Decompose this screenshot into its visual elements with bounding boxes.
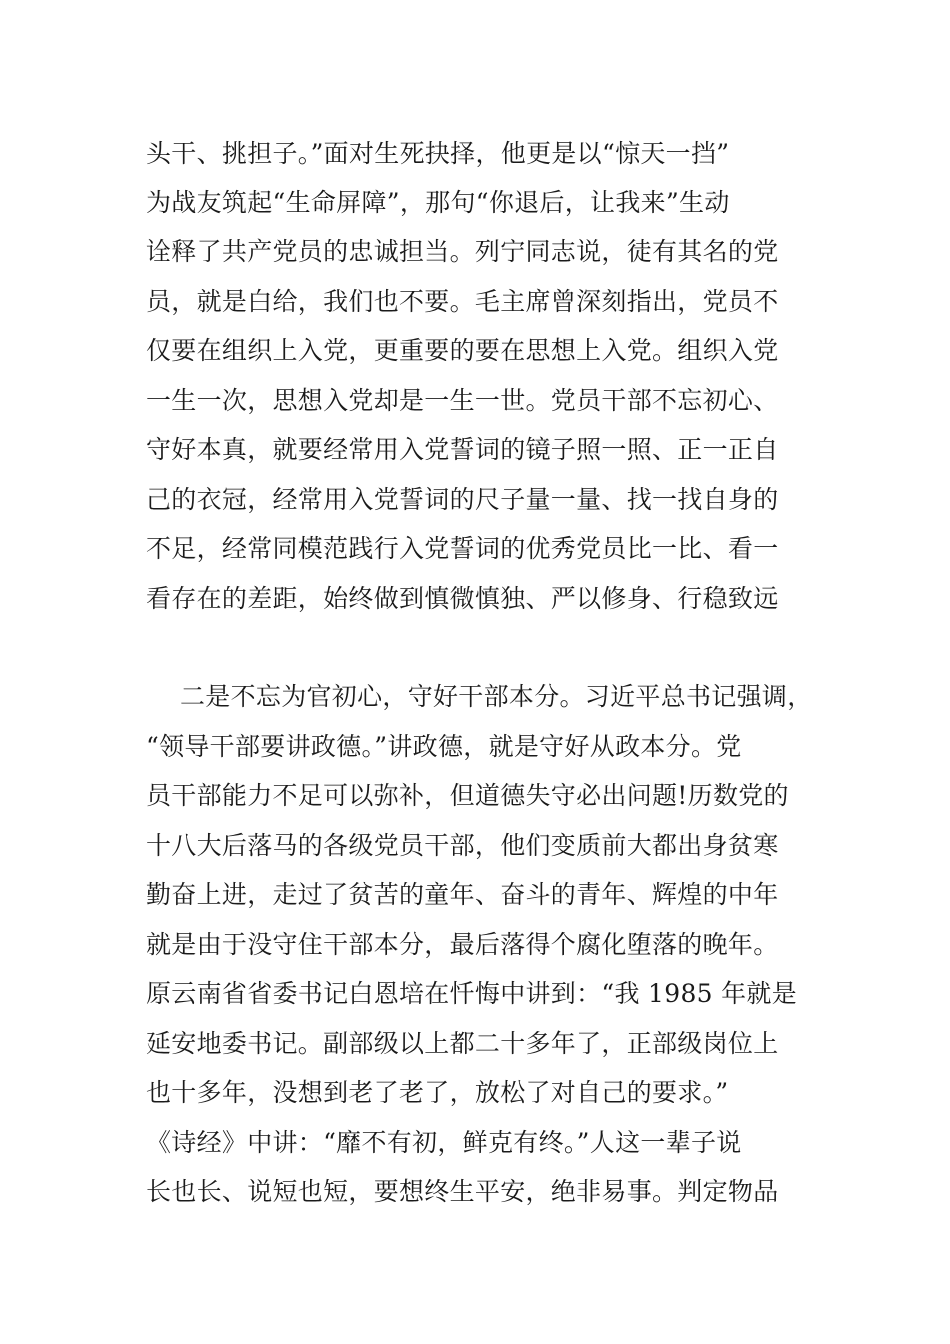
text-line: “领导干部要讲政德。”讲政德，就是守好从政本分。党 bbox=[146, 732, 742, 761]
text-line: 诠释了共产党员的忠诚担当。列宁同志说，徒有其名的党 bbox=[146, 237, 779, 266]
text-line: 己的衣冠，经常用入党誓词的尺子量一量、找一找自身的 bbox=[146, 485, 779, 514]
text-line: 为战友筑起“生命屏障”，那句“你退后，让我来”生动 bbox=[146, 188, 730, 217]
text-line: 二是不忘为官初心，守好干部本分。习近平总书记强调， bbox=[180, 682, 813, 711]
text-line: 员，就是白给，我们也不要。毛主席曾深刻指出，党员不 bbox=[146, 287, 779, 316]
text-line: 十八大后落马的各级党员干部，他们变质前大都出身贫寒 bbox=[146, 831, 779, 860]
text-line: 员干部能力不足可以弥补，但道德失守必出问题!历数党的 bbox=[146, 781, 789, 810]
text-line: 不足，经常同模范践行入党誓词的优秀党员比一比、看一 bbox=[146, 534, 779, 563]
text-line: 也十多年，没想到老了老了，放松了对自己的要求。” bbox=[146, 1078, 729, 1107]
text-line: 看存在的差距，始终做到慎微慎独、严以修身、行稳致远 bbox=[146, 584, 779, 613]
text-line: 《诗经》中讲：“靡不有初，鲜克有终。”人这一辈子说 bbox=[146, 1128, 742, 1157]
text-line: 长也长、说短也短，要想终生平安，绝非易事。判定物品 bbox=[146, 1177, 779, 1206]
text-line: 仅要在组织上入党，更重要的要在思想上入党。组织入党 bbox=[146, 336, 779, 365]
text-line: 头干、挑担子。”面对生死抉择，他更是以“惊天一挡” bbox=[146, 139, 730, 168]
text-line: 原云南省省委书记白恩培在忏悔中讲到：“我 1985 年就是 bbox=[146, 979, 797, 1008]
text-line: 延安地委书记。副部级以上都二十多年了，正部级岗位上 bbox=[146, 1029, 779, 1058]
text-line: 守好本真，就要经常用入党誓词的镜子照一照、正一正自 bbox=[146, 435, 779, 464]
text-line: 勤奋上进，走过了贫苦的童年、奋斗的青年、辉煌的中年 bbox=[146, 880, 779, 909]
text-line: 一生一次，思想入党却是一生一世。党员干部不忘初心、 bbox=[146, 386, 779, 415]
text-line: 就是由于没守住干部本分，最后落得个腐化堕落的晚年。 bbox=[146, 930, 779, 959]
